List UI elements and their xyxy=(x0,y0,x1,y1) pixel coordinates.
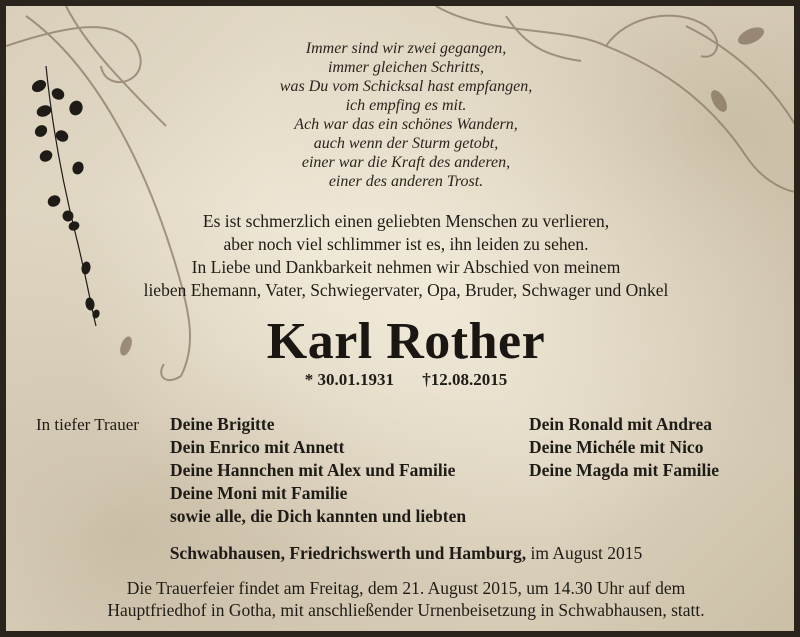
life-dates xyxy=(6,370,800,390)
mourners-left xyxy=(170,413,466,528)
mourner: Dein Enrico mit Annett xyxy=(170,437,345,457)
locations: Schwabhausen, Friedrichswerth und Hamburg, xyxy=(169,543,527,563)
deceased-name: Karl Rother xyxy=(266,313,546,370)
ceremony-line: Hauptfriedhof in Gotha, mit anschließender Urnenbeisetzung in Schwabhausen, statt. xyxy=(107,600,705,620)
death-date: †12.08.2015 xyxy=(422,370,508,389)
intro-line: aber noch viel schlimmer ist es, ihn leiden zu sehen. xyxy=(223,234,589,254)
month-year: im August 2015 xyxy=(526,543,643,563)
intro-line: In Liebe und Dankbarkeit nehmen wir Abschied von meinem xyxy=(191,257,621,277)
poem-line: einer des anderen Trost. xyxy=(328,173,484,190)
mourner: Deine Moni mit Familie xyxy=(170,483,348,503)
poem-line: Ach war das ein schönes Wandern, xyxy=(294,116,518,133)
ceremony-line: Die Trauerfeier findet am Freitag, dem 21. August 2015, um 14.30 Uhr auf dem xyxy=(126,578,686,598)
place-and-date xyxy=(6,543,800,564)
poem-line: was Du vom Schicksal hast empfangen, xyxy=(279,78,533,95)
mourner: Deine Magda mit Familie xyxy=(529,460,720,480)
birth-date: * 30.01.1931 xyxy=(304,370,394,389)
poem-line: ich empfing es mit. xyxy=(345,97,467,114)
poem-line: auch wenn der Sturm getobt, xyxy=(313,135,499,152)
mourner: Deine Michéle mit Nico xyxy=(529,437,704,457)
intro-text xyxy=(6,210,800,302)
mourner: Dein Ronald mit Andrea xyxy=(529,414,712,434)
mourner: Deine Hannchen mit Alex und Familie xyxy=(170,460,456,480)
mourner: Deine Brigitte xyxy=(170,414,275,434)
intro-line: lieben Ehemann, Vater, Schwiegervater, Opa, Bruder, Schwager und Onkel xyxy=(143,280,669,300)
poem-line: immer gleichen Schritts, xyxy=(328,59,484,76)
poem-line: Immer sind wir zwei gegangen, xyxy=(305,40,507,57)
mourning-label: In tiefer Trauer xyxy=(36,415,139,434)
poem-line: einer war die Kraft des anderen, xyxy=(301,154,511,171)
ceremony-notice xyxy=(6,577,800,621)
poem xyxy=(6,39,800,191)
mourners-right xyxy=(529,413,719,482)
mourner: sowie alle, die Dich kannten und liebten xyxy=(170,506,467,526)
intro-line: Es ist schmerzlich einen geliebten Menschen zu verlieren, xyxy=(202,211,610,231)
